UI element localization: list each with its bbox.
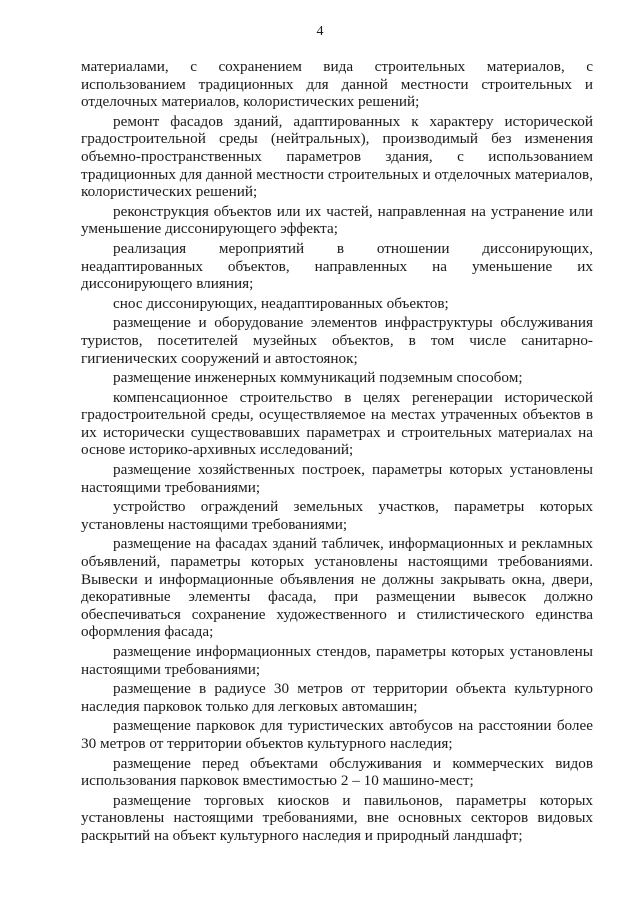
paragraph: компенсационное строительство в целях регенерации исторической градостроительной среды, осуществляемое на местах утраченных объектов в их исторически существовавших параметрах и строительных материалах на основе историко-архивных исследований; (81, 388, 593, 459)
paragraph: размещение парковок для туристических автобусов на расстоянии более 30 метров от территории объектов культурного наследия; (81, 717, 593, 752)
paragraph: размещение на фасадах зданий табличек, информационных и рекламных объявлений, параметры которых установлены настоящими требованиями. Вывески и информационные объявления не должны закрывать окна, двери, декоративные элементы фасада, при размещении вывесок должно обеспечиваться сохранение художественного и стилистического единства оформления фасада; (81, 535, 593, 641)
paragraph: размещение инженерных коммуникаций подземным способом; (113, 369, 523, 387)
paragraph: размещение информационных стендов, параметры которых установлены настоящими требованиями; (81, 643, 593, 678)
paragraph: реконструкция объектов или их частей, направленная на устранение или уменьшение диссонирующего эффекта; (81, 202, 593, 238)
paragraph: ремонт фасадов зданий, адаптированных к характеру исторической градостроительной среды (нейтральных), производимый без изменения объемно-пространственных параметров здания, с использованием традиционных для данной местности строительных и отделочных материалов, колористических решений; (81, 112, 593, 201)
paragraph: размещение в радиусе 30 метров от территории объекта культурного наследия парковок только для легковых автомашин; (81, 680, 593, 715)
paragraph: снос диссонирующих, неадаптированных объектов; (113, 294, 449, 312)
paragraph: реализация мероприятий в отношении диссонирующих, неадаптированных объектов, направленных на уменьшение их диссонирующего влияния; (81, 239, 593, 293)
paragraph: размещение торговых киосков и павильонов, параметры которых установлены настоящими требованиями, вне основных секторов видовых раскрытий на объект культурного наследия и природный ландшафт; (81, 791, 593, 844)
paragraph: размещение перед объектами обслуживания и коммерческих видов использования парковок вместимостью 2 – 10 машино-мест; (81, 754, 593, 790)
paragraph: устройство ограждений земельных участков, параметры которых установлены настоящими требованиями; (81, 498, 593, 533)
paragraph: материалами, с сохранением вида строительных материалов, с использованием традиционных для данной местности строительных и отделочных материалов, колористических решений; (81, 58, 593, 111)
page-number: 4 (316, 24, 324, 39)
paragraph: размещение хозяйственных построек, параметры которых установлены настоящими требованиями; (81, 461, 593, 496)
document-body (81, 58, 593, 847)
paragraph: размещение и оборудование элементов инфраструктуры обслуживания туристов, посетителей музейных объектов, в том числе санитарно-гигиенических сооружений и автостоянок; (81, 314, 593, 367)
